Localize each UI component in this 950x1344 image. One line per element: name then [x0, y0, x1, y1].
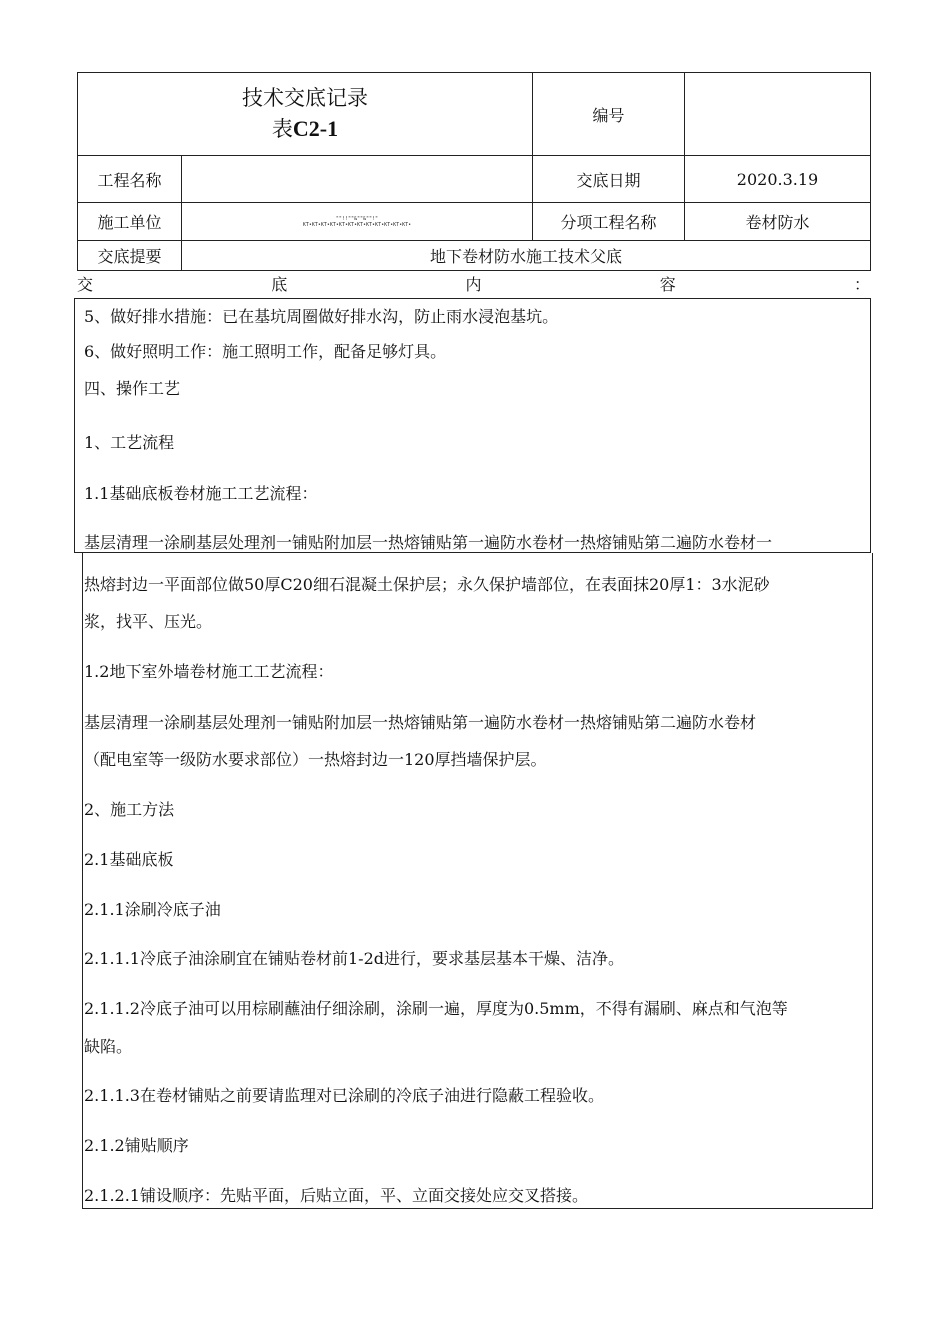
content-line: 四、操作工艺: [84, 379, 181, 398]
content-line: 2.1.2.1铺设顺序：先贴平面，后贴立面，平、立面交接处应交叉搭接。: [84, 1186, 588, 1205]
content-line: 1、工艺流程: [84, 433, 175, 452]
content-line: 2.1.1.3在卷材铺贴之前要请监理对已涂刷的冷底子油进行隐蔽工程验收。: [84, 1086, 604, 1105]
title-cell: [78, 73, 533, 156]
content-line: 浆，找平、压光。: [84, 612, 213, 631]
content-box-upper: [74, 298, 871, 553]
content-box-lower: [82, 553, 873, 1209]
number-label: 编号: [533, 73, 685, 156]
content-heading: [77, 271, 870, 295]
content-line: 5、做好排水措施：已在基坑周圈做好排水沟，防止雨水浸泡基坑。: [84, 307, 559, 326]
content-line: 1.2地下室外墙卷材施工工艺流程：: [84, 662, 334, 681]
content-line: 2.1.2铺贴顺序: [84, 1136, 189, 1155]
content-line: 2.1基础底板: [84, 850, 174, 869]
unit-value-line2: KT•KT•KT•KT•KT•KT•KT•KT•KT•KT•KT•KT•: [302, 221, 412, 228]
content-line: 2.1.1.2冷底子油可以用棕刷蘸油仔细涂刷，涂刷一遍，厚度为0.5mm，不得有漏刷、麻点和气泡等: [84, 999, 788, 1018]
form-prefix: 表: [271, 117, 293, 141]
content-line: （配电室等一级防水要求部位）一热熔封边一120厚挡墙保护层。: [84, 750, 547, 769]
content-heading-char: 容: [659, 274, 676, 294]
document-title: 技术交底记录: [242, 86, 368, 110]
subproject-value: 卷材防水: [685, 203, 871, 241]
date-label: 交底日期: [533, 156, 685, 203]
unit-value-line1: ""!!""&""&""!": [335, 215, 379, 222]
unit-label: 施工单位: [78, 203, 182, 241]
content-line: 2.1.1涂刷冷底子油: [84, 900, 221, 919]
summary-label: 交底提要: [78, 241, 182, 271]
content-line: 1.1基础底板卷材施工工艺流程：: [84, 484, 318, 503]
content-line: 2.1.1.1冷底子油涂刷宜在铺贴卷材前1-2d进行，要求基层基本干燥、洁净。: [84, 949, 624, 968]
content-line: 热熔封边一平面部位做50厚C20细石混凝土保护层；永久保护墙部位，在表面抹20厚1：3水泥砂: [84, 575, 770, 594]
project-name-label: 工程名称: [78, 156, 182, 203]
summary-value: 地下卷材防水施工技术父底: [182, 241, 871, 271]
content-line: 基层清理一涂刷基层处理剂一铺贴附加层一热熔铺贴第一遍防水卷材一热熔铺贴第二遍防水卷材一: [84, 533, 773, 552]
project-name-value: [182, 156, 533, 203]
content-heading-char: 底: [271, 274, 288, 294]
content-line: 基层清理一涂刷基层处理剂一铺贴附加层一热熔铺贴第一遍防水卷材一热熔铺贴第二遍防水卷材: [84, 713, 757, 732]
subproject-label: 分项工程名称: [533, 203, 685, 241]
number-value: [685, 73, 871, 156]
content-heading-char: 交: [77, 274, 94, 294]
date-value: 2020.3.19: [685, 156, 871, 203]
header-table: [77, 72, 871, 271]
content-heading-char: ：: [853, 274, 870, 294]
content-line: 缺陷。: [84, 1037, 133, 1056]
unit-value: [182, 203, 533, 241]
content-line: 6、做好照明工作：施工照明工作，配备足够灯具。: [84, 342, 447, 361]
form-code-value: C2-1: [292, 116, 339, 141]
form-code: [78, 113, 532, 145]
content-line: 2、施工方法: [84, 800, 175, 819]
content-heading-char: 内: [465, 274, 482, 294]
